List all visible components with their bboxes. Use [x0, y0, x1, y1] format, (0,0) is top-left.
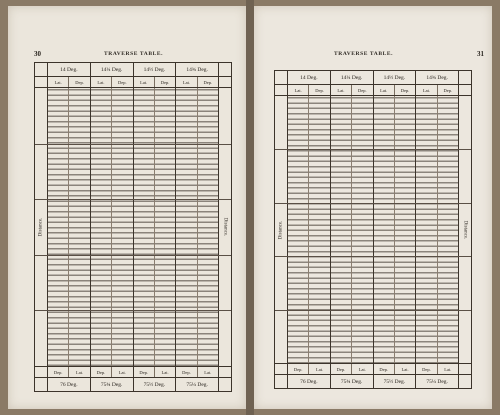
column-footer: Lat. — [444, 366, 452, 372]
right-page — [254, 6, 492, 409]
traverse-table — [34, 62, 232, 392]
side-spacer — [275, 375, 288, 388]
side-spacer — [218, 77, 231, 87]
traverse-table — [274, 70, 472, 389]
side-spacer — [35, 367, 48, 377]
column-header: Dep. — [352, 85, 373, 95]
column-header-row — [35, 77, 231, 88]
distance-column — [218, 88, 231, 366]
page-number: 30 — [34, 50, 41, 58]
degree-header: 14¼ Deg. — [91, 63, 134, 76]
side-spacer — [458, 364, 471, 374]
column-footer: Dep. — [48, 367, 69, 377]
column-footer: Lat. — [309, 364, 330, 374]
side-spacer — [275, 71, 288, 84]
distance-column — [275, 96, 288, 363]
degree-footer-row — [35, 378, 231, 391]
degree-header: 14½ Deg. — [134, 63, 177, 76]
degree-footer-row — [275, 375, 471, 388]
column-footer: Lat. — [112, 367, 133, 377]
column-header: Dep. — [309, 85, 330, 95]
page-number: 31 — [477, 50, 484, 58]
column-footer-row — [275, 363, 471, 375]
distance-label-vertical: Distance. — [462, 220, 468, 239]
distance-column — [458, 96, 471, 363]
column-footer: Lat. — [352, 364, 373, 374]
degree-header: 14 Deg. — [288, 71, 331, 84]
table-body — [275, 96, 471, 363]
degree-footer: 75¼ Deg. — [426, 378, 448, 385]
column-header: Dep. — [395, 85, 416, 95]
column-footer-row — [35, 366, 231, 378]
column-header: Dep. — [155, 77, 176, 87]
column-header: Lat. — [416, 85, 437, 95]
column-footer: Lat. — [155, 367, 176, 377]
column-footer: Dep. — [331, 364, 352, 374]
table-body — [35, 88, 231, 366]
side-spacer — [218, 367, 231, 377]
distance-column — [35, 88, 48, 366]
column-header: Lat. — [331, 85, 352, 95]
degree-header: 14½ Deg. — [374, 71, 417, 84]
column-footer: Dep. — [288, 364, 309, 374]
degree-footer: 75¾ Deg. — [91, 378, 134, 391]
column-header: Dep. — [203, 79, 213, 85]
degree-footer: 75½ Deg. — [374, 375, 417, 388]
side-spacer — [35, 378, 48, 391]
distance-label-vertical: Distance. — [222, 217, 228, 237]
column-header: Lat. — [91, 77, 112, 87]
degree-header-row — [275, 71, 471, 85]
value-columns — [48, 88, 218, 366]
degree-header: 14¾ Deg. — [426, 74, 448, 81]
degree-header: 14¾ Deg. — [186, 66, 208, 73]
column-header: Dep. — [443, 87, 453, 93]
side-spacer — [458, 85, 471, 95]
column-header: Lat. — [48, 77, 69, 87]
left-page — [8, 6, 246, 409]
distance-label-vertical: Distance. — [278, 220, 284, 239]
distance-label — [35, 63, 48, 76]
column-header: Dep. — [112, 77, 133, 87]
side-spacer — [218, 378, 231, 391]
column-footer: Lat. — [395, 364, 416, 374]
column-header-row — [275, 85, 471, 96]
degree-footer: 76 Deg. — [48, 378, 91, 391]
column-header: Lat. — [288, 85, 309, 95]
column-footer: Lat. — [69, 367, 90, 377]
side-spacer — [458, 71, 471, 84]
value-columns — [288, 96, 458, 363]
page-title: TRAVERSE TABLE. — [334, 51, 394, 57]
degree-header-row — [35, 63, 231, 77]
distance-label — [218, 63, 231, 76]
distance-label-vertical: Distance. — [38, 217, 44, 237]
degree-footer: 75½ Deg. — [134, 378, 177, 391]
column-header: Dep. — [69, 77, 90, 87]
degree-header: 14¼ Deg. — [331, 71, 374, 84]
column-header: Lat. — [176, 77, 197, 87]
side-spacer — [275, 85, 288, 95]
degree-footer: 75¾ Deg. — [331, 375, 374, 388]
column-footer: Dep. — [416, 364, 437, 374]
side-spacer — [275, 364, 288, 374]
degree-footer: 75¼ Deg. — [186, 381, 208, 388]
side-spacer — [458, 375, 471, 388]
column-header: Lat. — [374, 85, 395, 95]
degree-header: 14 Deg. — [48, 63, 91, 76]
column-footer: Lat. — [204, 369, 212, 375]
column-footer: Dep. — [134, 367, 155, 377]
column-header: Lat. — [134, 77, 155, 87]
side-spacer — [35, 77, 48, 87]
page-title: TRAVERSE TABLE. — [104, 51, 164, 57]
column-footer: Dep. — [176, 367, 197, 377]
book-gutter — [246, 0, 254, 415]
column-footer: Dep. — [374, 364, 395, 374]
column-footer: Dep. — [91, 367, 112, 377]
degree-footer: 76 Deg. — [288, 375, 331, 388]
